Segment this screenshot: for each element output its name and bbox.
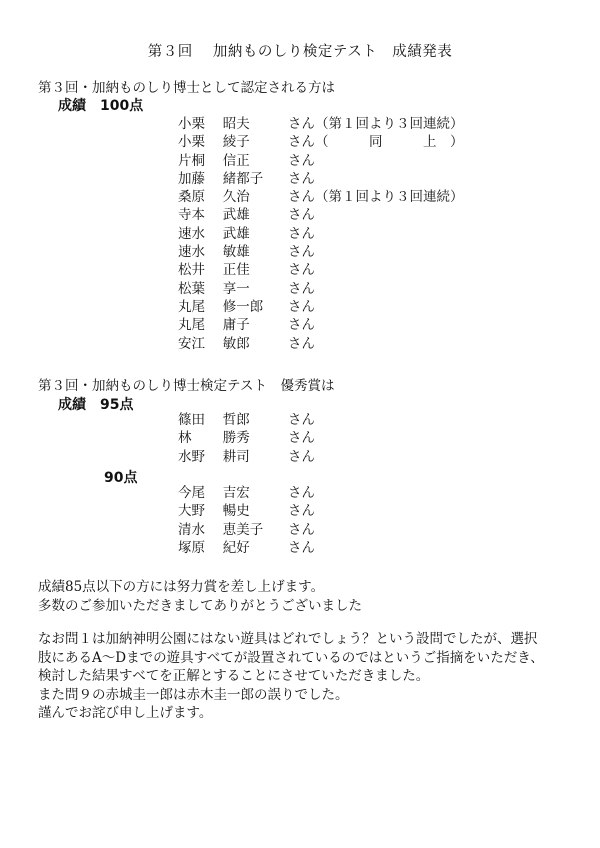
honoree-name: 丸尾 庸子: [178, 317, 250, 334]
honoree-list-item: [178, 188, 464, 206]
notice-line: 肢にあるA～Dまでの遊具すべてが設置されているのではというご指摘をいただき、: [38, 649, 544, 666]
honoree-suffix: さん: [288, 280, 315, 297]
closing-line: 多数のご参加いただきましてありがとうございました: [38, 597, 362, 614]
closing-paragraph: [38, 578, 578, 615]
honoree-suffix: さん: [288, 225, 315, 242]
notice-line: また問９の赤城圭一郎は赤木圭一郎の誤りでした。: [38, 686, 349, 703]
honoree-list-item: [178, 261, 464, 279]
honoree-suffix: さん（第１回より３回連続）: [288, 116, 464, 132]
honoree-suffix: さん（ 同 上 ）: [288, 134, 464, 151]
honoree-suffix: さん（第１回より３回連続）: [288, 189, 464, 206]
honoree-name: 桑原 久治: [178, 189, 250, 206]
honoree-suffix: さん: [288, 335, 315, 352]
notice-line: なお問１は加納神明公園にはない遊具はどれでしょう？という設問でしたが、選択: [38, 631, 538, 647]
honoree-suffix: さん: [288, 448, 315, 465]
honoree-name: 篠田 哲郎: [178, 412, 250, 428]
honoree-name: 清水 恵美子: [178, 521, 264, 538]
honoree-list-item: [178, 115, 464, 133]
honoree-suffix: さん: [288, 412, 315, 428]
honoree-list-item: [178, 521, 315, 539]
notice-paragraph: [38, 630, 578, 723]
honoree-name: 今尾 吉宏: [178, 485, 250, 501]
honoree-list-item: [178, 502, 315, 520]
grade-100-label: 成績 100点: [58, 98, 144, 114]
honoree-list-item: [178, 316, 464, 334]
notice-line: 検討した結果すべてを正解とすることにさせていただきました。: [38, 668, 430, 684]
honoree-suffix: さん: [288, 262, 315, 279]
honoree-list-item: [178, 484, 315, 502]
honoree-name: 加藤 緒都子: [178, 170, 264, 187]
honoree-list-item: [178, 448, 315, 466]
grade-95-label: 成績 95点: [58, 397, 134, 413]
honoree-name: 片桐 信正: [178, 152, 250, 169]
grade-90-label: 90点: [104, 470, 138, 486]
honoree-name: 林 勝秀: [178, 430, 250, 447]
honoree-name: 丸尾 修一郎: [178, 298, 264, 315]
honoree-suffix: さん: [288, 207, 315, 224]
closing-line: 成績85点以下の方には努力賞を差し上げます。: [38, 579, 325, 595]
page-title: 第３回 加納ものしり検定テスト 成績発表: [147, 44, 453, 60]
honoree-name: 松葉 享一: [178, 280, 250, 297]
honoree-list-item: [178, 225, 464, 243]
honoree-list-item: [178, 298, 464, 316]
names-100-list: [178, 115, 464, 353]
names-95-list: [178, 411, 315, 466]
honoree-name: 速水 武雄: [178, 225, 250, 242]
honoree-name: 速水 敏雄: [178, 244, 250, 261]
honoree-suffix: さん: [288, 430, 315, 447]
honoree-suffix: さん: [288, 317, 315, 334]
honoree-name: 松井 正佳: [178, 262, 250, 279]
honoree-list-item: [178, 411, 315, 429]
honoree-suffix: さん: [288, 539, 315, 556]
honoree-suffix: さん: [288, 298, 315, 315]
honoree-name: 大野 暢史: [178, 503, 250, 520]
honoree-name: 小栗 昭夫: [178, 116, 250, 132]
honoree-list-item: [178, 170, 464, 188]
honoree-list-item: [178, 206, 464, 224]
section2-heading: 第３回・加納ものしり博士検定テスト 優秀賞は: [38, 378, 335, 394]
honoree-name: 寺本 武雄: [178, 207, 250, 224]
honoree-suffix: さん: [288, 170, 315, 187]
honoree-list-item: [178, 280, 464, 298]
honoree-list-item: [178, 539, 315, 557]
honoree-name: 小栗 綾子: [178, 134, 250, 151]
honoree-suffix: さん: [288, 152, 315, 169]
honoree-suffix: さん: [288, 244, 315, 261]
section1-heading: 第３回・加納ものしり博士として認定される方は: [38, 80, 335, 96]
honoree-name: 塚原 紀好: [178, 539, 250, 556]
names-90-list: [178, 484, 315, 557]
honoree-suffix: さん: [288, 485, 315, 501]
honoree-list-item: [178, 152, 464, 170]
notice-line: 謹んでお詫び申し上げます。: [38, 705, 213, 721]
honoree-suffix: さん: [288, 521, 315, 538]
honoree-name: 水野 耕司: [178, 448, 250, 465]
honoree-list-item: [178, 429, 315, 447]
honoree-list-item: [178, 243, 464, 261]
honoree-list-item: [178, 335, 464, 353]
honoree-list-item: [178, 133, 464, 151]
honoree-suffix: さん: [288, 503, 315, 520]
honoree-name: 安江 敏郎: [178, 335, 250, 352]
